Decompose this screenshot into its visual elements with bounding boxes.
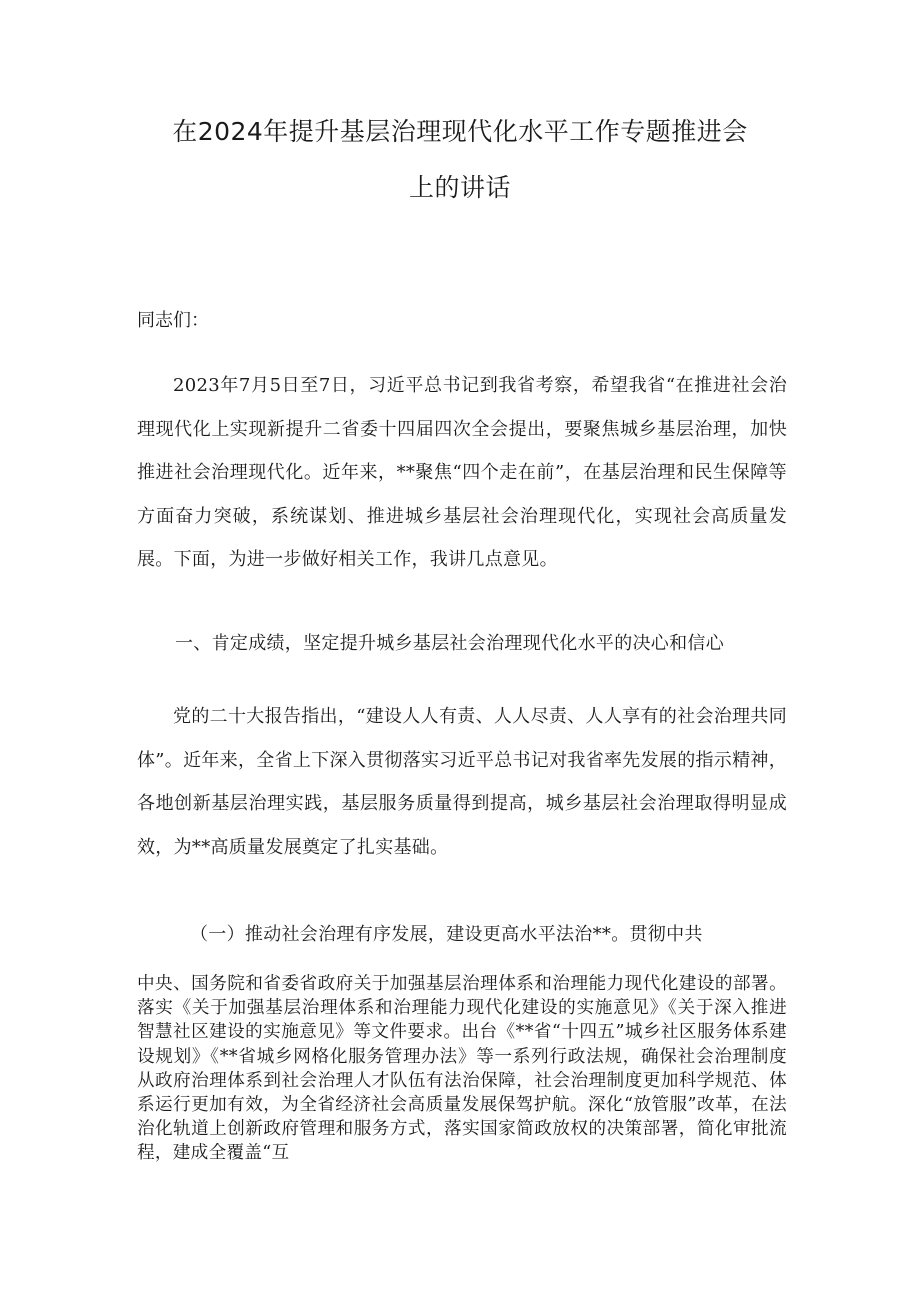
paragraph-intro-text: 2023年7月5日至7日，习近平总书记到我省考察，希望我省“在推进社会治理现代化上实现新提升二省委十四届四次全会提出，要聚焦城乡基层治理，加快推进社会治理现代化。近年来，**聚焦“四个走在前”，在基层治理和民生保障等方面奋力突破，系统谋划、推进城乡基层社会治理现代化，实现社会高质量发展。下面，为进一步做好相关工作，我讲几点意见。 <box>137 375 787 570</box>
paragraph-subsection-1: 中央、国务院和省委省政府关于加强基层治理体系和治理能力现代化建设的部署。落实《关于加强基层治理体系和治理能力现代化建设的实施意见》《关于深入推进智慧社区建设的实施意见》等文件要求。出台《**省“十四五”城乡社区服务体系建设规划》《**省城乡网格化服务管理办法》等一系列行政法规，确保社会治理制度从政府治理体系到社会治理人才队伍有法治保障，社会治理制度更加科学规范、体系运行更加有效，为全省经济社会高质量发展保驾护航。深化“放管服”改革，在法治化轨道上创新政府管理和服务方式，落实国家简政放权的决策部署，简化审批流程，建成全覆盖“互 <box>137 974 787 1164</box>
paragraph-section-1 <box>137 695 787 869</box>
subsection-heading-1: （一）推动社会治理有序发展，建设更高水平法治**。贯彻中共 <box>190 924 703 945</box>
paragraph-section-1-text: 党的二十大报告指出，“建设人人有责、人人尽责、人人享有的社会治理共同体”。近年来，全省上下深入贯彻落实习近平总书记对我省率先发展的指示精神，各地创新基层治理实践，基层服务质量得到提高，城乡基层社会治理取得明显成效，为**高质量发展奠定了扎实基础。 <box>137 706 787 858</box>
title-line-2: 上的讲话 <box>408 173 511 202</box>
salutation: 同志们： <box>137 310 209 331</box>
section-heading-1: 一、肯定成绩，坚定提升城乡基层社会治理现代化水平的决心和信心 <box>175 633 724 654</box>
paragraph-intro <box>137 364 787 582</box>
title-line-1: 在2024年提升基层治理现代化水平工作专题推进会 <box>172 117 748 146</box>
document-title <box>120 104 800 216</box>
